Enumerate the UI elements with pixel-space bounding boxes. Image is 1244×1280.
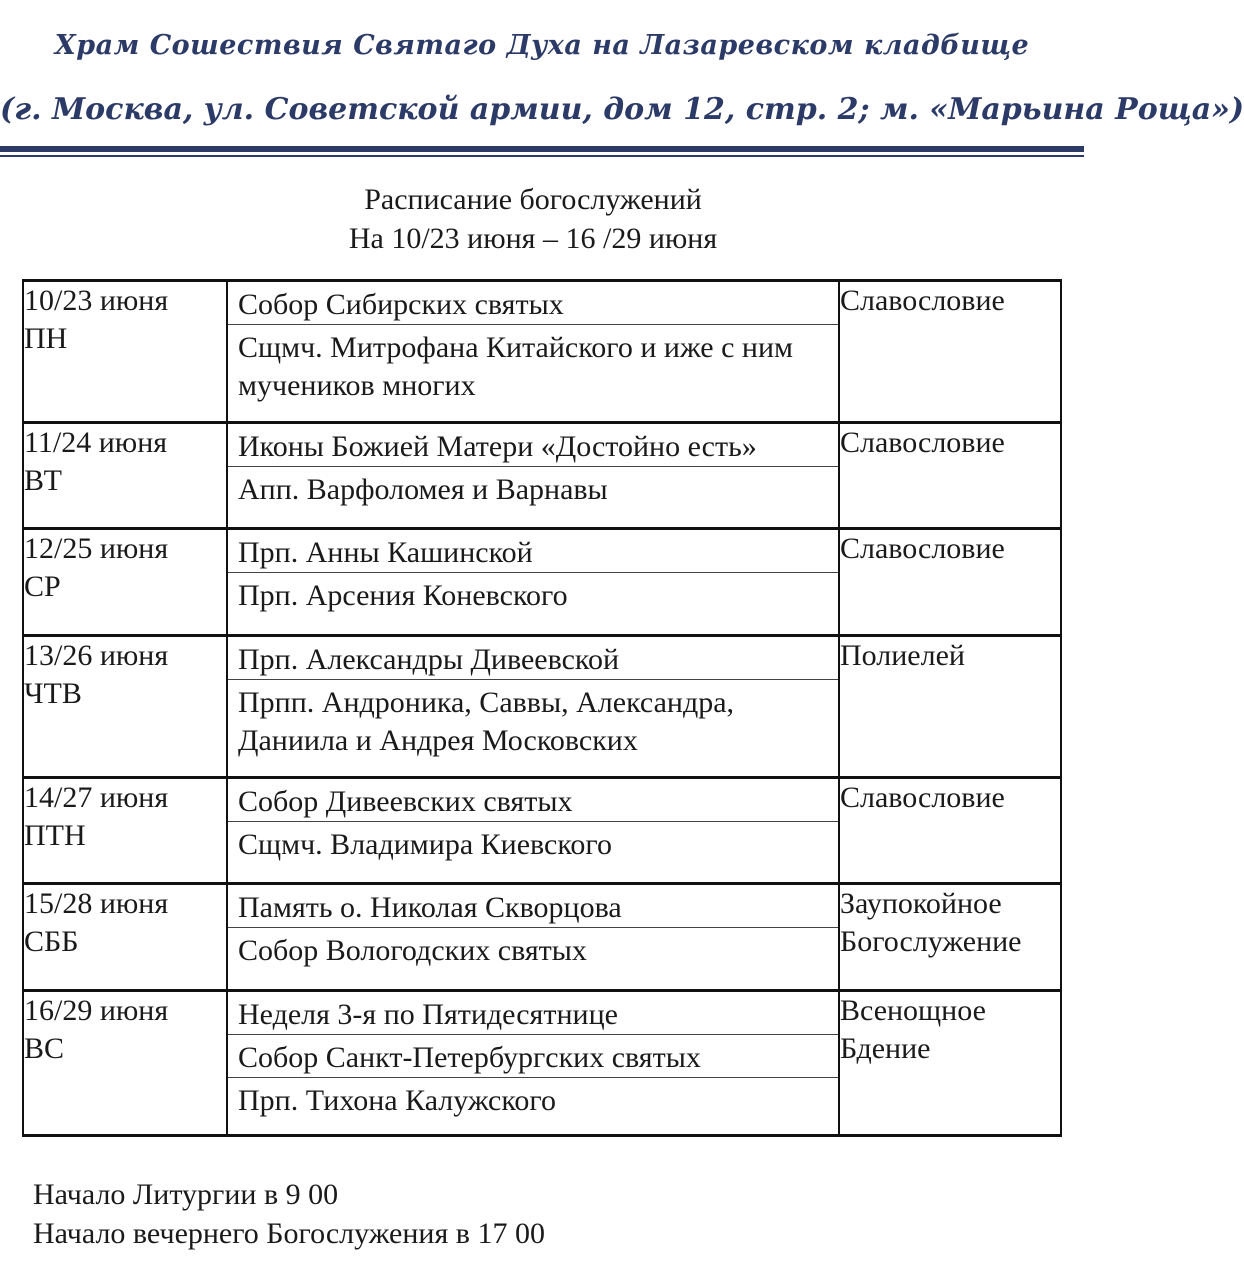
footer-notes [33,1175,545,1253]
schedule-table [22,279,1062,1137]
date: 11/24 июня [24,426,168,459]
feast: Иконы Божией Матери «Достойно есть» [228,424,838,467]
header [0,0,1244,160]
church-name: Храм Сошествия Святаго Духа на Лазаревском кладбище [54,30,1030,61]
feasts-cell [227,884,839,991]
service: Полиелей [839,636,1061,778]
date-cell [23,529,227,636]
feasts-cell [227,529,839,636]
date: 15/28 июня [24,887,169,920]
date-cell [23,636,227,778]
feast: Прпп. Андроника, Саввы, Александра, Даниила и Андрея Московских [238,686,735,757]
service: Славословие [839,778,1061,884]
schedule-title [0,180,1066,258]
feast: Сщмч. Митрофана Китайского и иже с ним мучеников многих [238,331,794,402]
weekday: ВС [24,1032,65,1065]
header-rule-thick [0,146,1084,152]
schedule-period: На 10/23 июня – 16 /29 июня [348,222,718,255]
schedule-row [23,636,1061,778]
church-address: (г. Москва, ул. Советской армии, дом 12, стр. 2; м. «Марьина Роща») [0,92,1244,127]
feasts-cell [227,636,839,778]
schedule-title-line: Расписание богослужений [364,183,702,216]
feast: Собор Санкт-Петербургских святых [228,1035,838,1078]
feast: Собор Сибирских святых [228,282,838,325]
feasts-cell [227,423,839,529]
feast: Память о. Николая Скворцова [228,885,838,928]
feast: Прп. Арсения Коневского [238,579,568,612]
feasts-cell [227,778,839,884]
date: 10/23 июня [24,284,169,317]
schedule-row [23,423,1061,529]
date-cell [23,778,227,884]
feast: Прп. Тихона Калужского [238,1084,556,1117]
weekday: ПТН [24,819,86,852]
feast: Собор Вологодских святых [238,934,587,967]
feasts-cell [227,281,839,423]
weekday: ПН [24,322,68,355]
date-cell [23,423,227,529]
service: Заупокойное Богослужение [839,884,1061,991]
date-cell [23,281,227,423]
feast: Прп. Анны Кашинской [228,530,838,573]
feast: Неделя 3-я по Пятидесятнице [228,992,838,1035]
date: 16/29 июня [24,994,169,1027]
schedule-row [23,991,1061,1136]
service: Славословие [839,423,1061,529]
feast: Сщмч. Владимира Киевского [238,828,612,861]
date: 14/27 июня [24,781,169,814]
service: Славословие [839,281,1061,423]
schedule-row [23,778,1061,884]
weekday: ВТ [24,464,62,497]
schedule-row [23,529,1061,636]
weekday: ЧТВ [24,677,82,710]
feast: Апп. Варфоломея и Варнавы [238,473,608,506]
feast: Собор Дивеевских святых [228,779,838,822]
header-rule-thin [0,155,1084,157]
weekday: СББ [24,925,79,958]
feast: Прп. Александры Дивеевской [228,637,838,680]
service: Славословие [839,529,1061,636]
service: Всенощное Бдение [839,991,1061,1136]
liturgy-start-time: Начало Литургии в 9 00 [33,1178,339,1211]
date-cell [23,884,227,991]
weekday: СР [24,570,61,603]
date: 12/25 июня [24,532,169,565]
feasts-cell [227,991,839,1136]
date: 13/26 июня [24,639,169,672]
date-cell [23,991,227,1136]
evening-service-start-time: Начало вечернего Богослужения в 17 00 [33,1217,545,1250]
schedule-row [23,281,1061,423]
schedule-row [23,884,1061,991]
